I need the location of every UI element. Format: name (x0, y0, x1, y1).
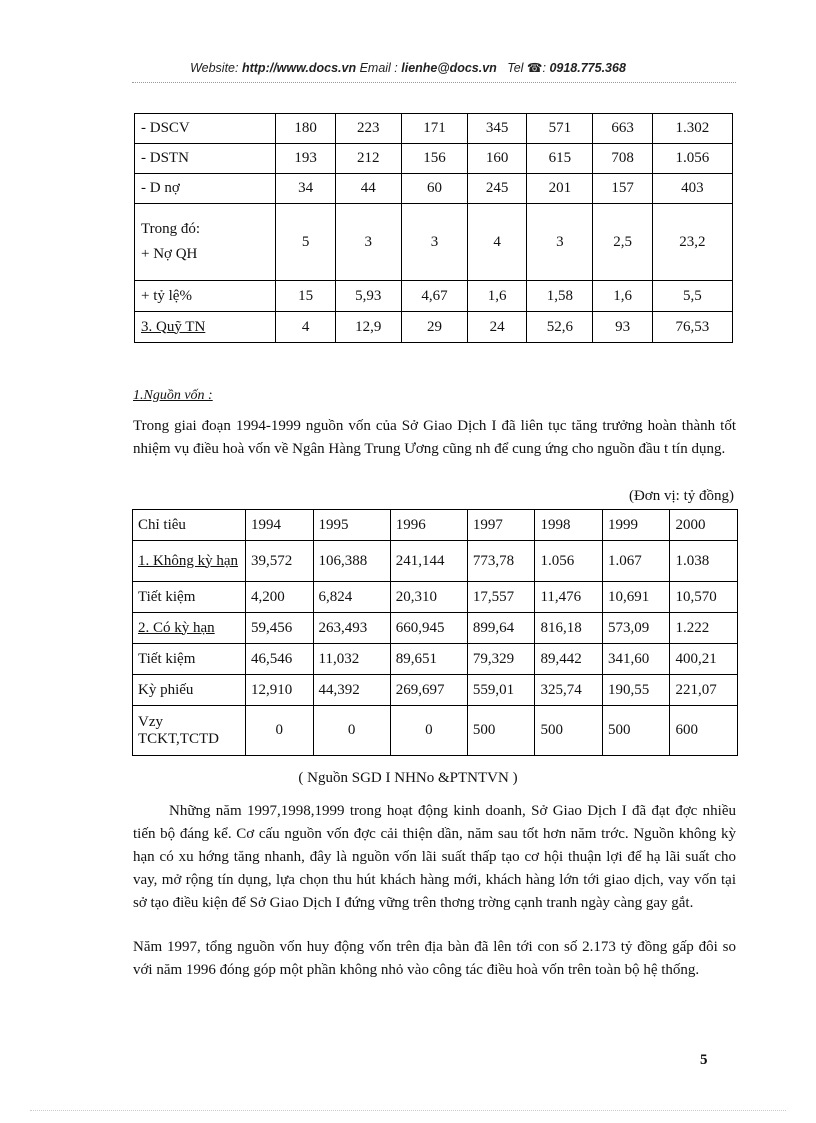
table-row (133, 675, 738, 706)
table-cell: 0 (390, 706, 467, 756)
table-row (135, 174, 733, 204)
column-header: Chỉ tiêu (133, 510, 246, 541)
table-cell: 5,5 (652, 281, 732, 312)
row-label (135, 312, 276, 343)
table-cell: 500 (467, 706, 535, 756)
column-header: 1999 (602, 510, 670, 541)
row-label: - D nợ (135, 174, 276, 204)
table-cell: 15 (276, 281, 335, 312)
table-row (135, 281, 733, 312)
column-header: 1996 (390, 510, 467, 541)
table-cell: 571 (527, 114, 593, 144)
table-cell: 106,388 (313, 541, 390, 582)
row-label: Kỳ phiếu (133, 675, 246, 706)
table-cell: 89,651 (390, 644, 467, 675)
table-cell: 39,572 (246, 541, 314, 582)
table-cell: 573,09 (602, 613, 670, 644)
table-cell: 500 (602, 706, 670, 756)
table-cell: 44 (335, 174, 401, 204)
table-cell: 24 (468, 312, 527, 343)
table-cell: 190,55 (602, 675, 670, 706)
column-header: 1998 (535, 510, 603, 541)
table-cell: 1.067 (602, 541, 670, 582)
row-label: + tỷ lệ% (135, 281, 276, 312)
phone-label: Tel ☎: (507, 61, 546, 75)
table-cell: 79,329 (467, 644, 535, 675)
table-cell: 11,032 (313, 644, 390, 675)
row-label: - DSCV (135, 114, 276, 144)
table-cell: 816,18 (535, 613, 603, 644)
table-cell: 400,21 (670, 644, 738, 675)
column-header: 1995 (313, 510, 390, 541)
row-label-text: 1. Không kỳ hạn (138, 552, 238, 569)
table-cell: 773,78 (467, 541, 535, 582)
table-row (135, 144, 733, 174)
capital-table (132, 509, 738, 756)
table-cell: 899,64 (467, 613, 535, 644)
table-cell: 0 (246, 706, 314, 756)
table-cell: 600 (670, 706, 738, 756)
table-cell: 1,6 (468, 281, 527, 312)
table-cell: 4 (468, 204, 527, 281)
credit-table (134, 113, 733, 343)
table-cell: 708 (593, 144, 652, 174)
table-cell: 59,456 (246, 613, 314, 644)
table-cell: 60 (401, 174, 467, 204)
table-cell: 12,9 (335, 312, 401, 343)
table-cell: 269,697 (390, 675, 467, 706)
table-cell: 663 (593, 114, 652, 144)
unit-note: (Đơn vị: tỷ đồng) (628, 488, 734, 504)
table-cell: 160 (468, 144, 527, 174)
table-cell: 6,824 (313, 582, 390, 613)
table-cell: 12,910 (246, 675, 314, 706)
table-cell: 2,5 (593, 204, 652, 281)
header-divider (132, 82, 736, 83)
website-link[interactable]: http://www.docs.vn (241, 61, 357, 75)
row-label-line: + Nợ QH (141, 246, 198, 262)
table-cell: 325,74 (535, 675, 603, 706)
table-cell: 1.222 (670, 613, 738, 644)
table-header-row (133, 510, 738, 541)
row-label-text: 2. Có kỳ hạn (138, 619, 215, 636)
table-cell: 403 (652, 174, 732, 204)
table-cell: 0 (313, 706, 390, 756)
page-header (0, 60, 816, 75)
table-cell: 4,200 (246, 582, 314, 613)
table-cell: 89,442 (535, 644, 603, 675)
table-cell: 201 (527, 174, 593, 204)
row-label (135, 204, 276, 281)
row-label (133, 613, 246, 644)
table-row (135, 204, 733, 281)
table-cell: 341,60 (602, 644, 670, 675)
row-label: Tiết kiệm (133, 582, 246, 613)
table-cell: 76,53 (652, 312, 732, 343)
table-cell: 500 (535, 706, 603, 756)
paragraph: Năm 1997, tổng nguồn vốn huy động vốn trên địa bàn đã lên tới con số 2.173 tỷ đồng gấp đôi so với năm 1996 đóng góp một phần không nhỏ vào công tác điều hoà vốn trên toàn bộ hệ thống. (133, 939, 736, 978)
table-cell: 157 (593, 174, 652, 204)
table-cell: 615 (527, 144, 593, 174)
table-row (133, 613, 738, 644)
email-link[interactable]: lienhe@docs.vn (401, 61, 497, 75)
table-cell: 241,144 (390, 541, 467, 582)
table-cell: 4,67 (401, 281, 467, 312)
table-cell: 3 (335, 204, 401, 281)
table-cell: 263,493 (313, 613, 390, 644)
table-cell: 1.038 (670, 541, 738, 582)
table-cell: 559,01 (467, 675, 535, 706)
website-label: Website: (190, 61, 239, 75)
table-cell: 20,310 (390, 582, 467, 613)
table-cell: 1.056 (652, 144, 732, 174)
table-cell: 11,476 (535, 582, 603, 613)
table-cell: 156 (401, 144, 467, 174)
table-cell: 5 (276, 204, 335, 281)
footer-divider (30, 1110, 786, 1111)
table-cell: 93 (593, 312, 652, 343)
section-heading: 1.Nguồn vốn : (133, 388, 213, 403)
table-cell: 3 (401, 204, 467, 281)
row-label: - DSTN (135, 144, 276, 174)
table-row (135, 114, 733, 144)
table-cell: 245 (468, 174, 527, 204)
table-cell: 1,6 (593, 281, 652, 312)
table-cell: 44,392 (313, 675, 390, 706)
row-label-line: Trong đó: (141, 221, 201, 237)
table-cell: 212 (335, 144, 401, 174)
table-cell: 193 (276, 144, 335, 174)
column-header: 1994 (246, 510, 314, 541)
table-cell: 46,546 (246, 644, 314, 675)
table-cell: 10,570 (670, 582, 738, 613)
paragraph: Trong giai đoạn 1994-1999 nguồn vốn của Sở Giao Dịch I đã liên tục tăng trưởng hoàn thành tốt nhiệm vụ điều hoà vốn về Ngân Hàng Trung Ương cũng nh để cung ứng cho nguồn đầu t tín dụng. (133, 418, 736, 457)
column-header: 2000 (670, 510, 738, 541)
row-label (133, 541, 246, 582)
table-row (133, 541, 738, 582)
row-label-text: 3. Quỹ TN (141, 318, 206, 335)
table-row (133, 706, 738, 756)
table-row (135, 312, 733, 343)
table-cell: 171 (401, 114, 467, 144)
table-cell: 345 (468, 114, 527, 144)
table-cell: 29 (401, 312, 467, 343)
phone-number: 0918.775.368 (549, 61, 626, 75)
table-cell: 1,58 (527, 281, 593, 312)
table-cell: 10,691 (602, 582, 670, 613)
table-cell: 221,07 (670, 675, 738, 706)
table-row (133, 644, 738, 675)
table-cell: 1.302 (652, 114, 732, 144)
table-cell: 1.056 (535, 541, 603, 582)
row-label: Tiết kiệm (133, 644, 246, 675)
table-cell: 660,945 (390, 613, 467, 644)
row-label: Vzy TCKT,TCTD (133, 706, 246, 756)
table-cell: 3 (527, 204, 593, 281)
table-cell: 4 (276, 312, 335, 343)
table-row (133, 582, 738, 613)
table-cell: 34 (276, 174, 335, 204)
table-cell: 180 (276, 114, 335, 144)
table-cell: 5,93 (335, 281, 401, 312)
email-label: Email : (359, 61, 398, 75)
table-cell: 223 (335, 114, 401, 144)
column-header: 1997 (467, 510, 535, 541)
table-cell: 52,6 (527, 312, 593, 343)
paragraph: Những năm 1997,1998,1999 trong hoạt động kinh doanh, Sở Giao Dịch I đã đạt đợc nhiều tiến bộ đáng kể. Cơ cấu nguồn vốn đợc cải thiện dần, năm sau tốt hơn năm trớc. Nguồn không kỳ hạn có xu hớng tăng nhanh, đây là nguồn vốn lãi suất thấp tạo cơ hội thuận lợi để hạ lãi suất cho vay, mở rộng tín dụng, lựa chọn thu hút khách hàng mới, khách hàng lớn tới giao dịch, vay vốn tại sở tạo điều kiện để Sở Giao Dịch I đứng vững trên thơng trờng cạnh tranh ngày càng gay gắt. (133, 803, 736, 911)
page-number: 5 (700, 1052, 708, 1068)
table-cell: 23,2 (652, 204, 732, 281)
table-cell: 17,557 (467, 582, 535, 613)
source-note: ( Nguồn SGD I NHNo &PTNTVN ) (298, 770, 518, 786)
